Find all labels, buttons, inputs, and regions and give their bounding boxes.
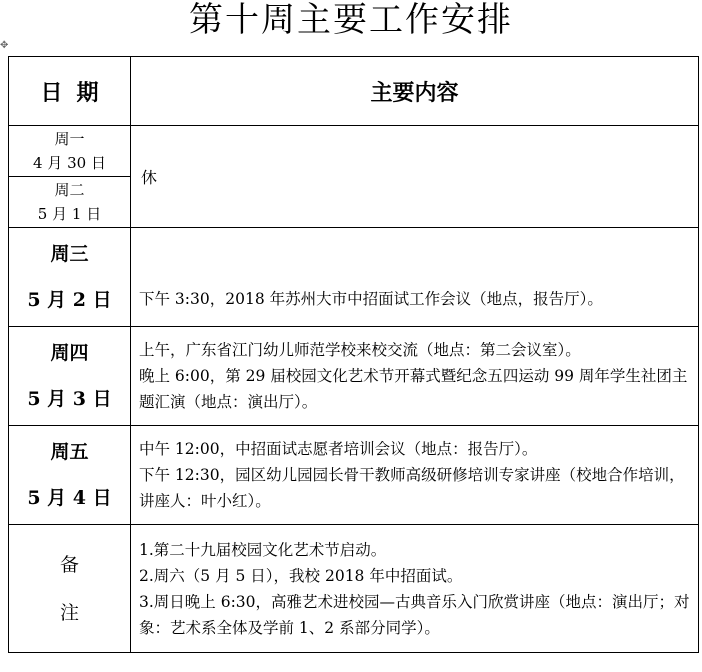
table-row-notes — [9, 525, 699, 653]
note-line: 3.周日晚上 6:30，高雅艺术进校园—古典音乐入门欣赏讲座（地点：演出厅；对象：艺术系全体及学前 1、2 系部分同学）。 — [139, 592, 690, 637]
day-label-wed: 周三 — [50, 243, 89, 265]
day-label-mon: 周一 — [54, 130, 85, 148]
page-title: 第十周主要工作安排 — [189, 0, 513, 40]
day-label-fri: 周五 — [50, 441, 89, 463]
table-row-thu — [9, 327, 699, 426]
date-label-mon: 4 月 30 日 — [33, 154, 106, 172]
table-row-fri — [9, 426, 699, 525]
content-cell-thu — [131, 327, 699, 426]
day-label-thu: 周四 — [50, 342, 89, 364]
day-cell-fri — [9, 426, 131, 525]
schedule-table — [8, 56, 699, 653]
table-row-mon — [9, 126, 699, 177]
day-cell-wed — [9, 228, 131, 327]
content-cell-fri — [131, 426, 699, 525]
day-cell-tue — [9, 177, 131, 228]
table-move-handle-icon[interactable]: ✥ — [0, 40, 9, 51]
table-row-wed — [9, 228, 699, 327]
day-cell-mon — [9, 126, 131, 177]
content-line: 下午 12:30，园区幼儿园园长骨干教师高级研修培训专家讲座（校地合作培训，讲座人：叶小红）。 — [139, 466, 685, 510]
table-header-row — [9, 57, 699, 126]
notes-content-cell — [131, 525, 699, 653]
day-cell-thu — [9, 327, 131, 426]
rest-cell: 休 — [131, 126, 699, 228]
notes-label-1: 备 — [59, 553, 79, 576]
day-label-tue: 周二 — [54, 181, 85, 199]
date-label-fri: 5 月 4 日 — [27, 487, 112, 509]
note-line: 1.第二十九届校园文化艺术节启动。 — [139, 540, 387, 559]
content-line: 下午 3:30，2018 年苏州大市中招面试工作会议（地点，报告厅）。 — [139, 290, 603, 308]
content-line: 晚上 6:00，第 29 届校园文化艺术节开幕式暨纪念五四运动 99 周年学生社团主题汇演（地点：演出厅）。 — [139, 367, 688, 411]
notes-label-2: 注 — [59, 601, 79, 624]
date-label-tue: 5 月 1 日 — [37, 205, 102, 223]
header-date: 日期 — [9, 57, 131, 126]
content-line: 中午 12:00，中招面试志愿者培训会议（地点：报告厅）。 — [139, 440, 538, 458]
content-cell-wed — [131, 228, 699, 327]
date-label-thu: 5 月 3 日 — [27, 388, 112, 410]
date-label-wed: 5 月 2 日 — [27, 289, 112, 311]
notes-label-cell — [9, 525, 131, 653]
content-line: 上午，广东省江门幼儿师范学校来校交流（地点：第二会议室）。 — [139, 341, 581, 359]
note-line: 2.周六（5 月 5 日），我校 2018 年中招面试。 — [139, 566, 463, 585]
header-content: 主要内容 — [131, 57, 699, 126]
